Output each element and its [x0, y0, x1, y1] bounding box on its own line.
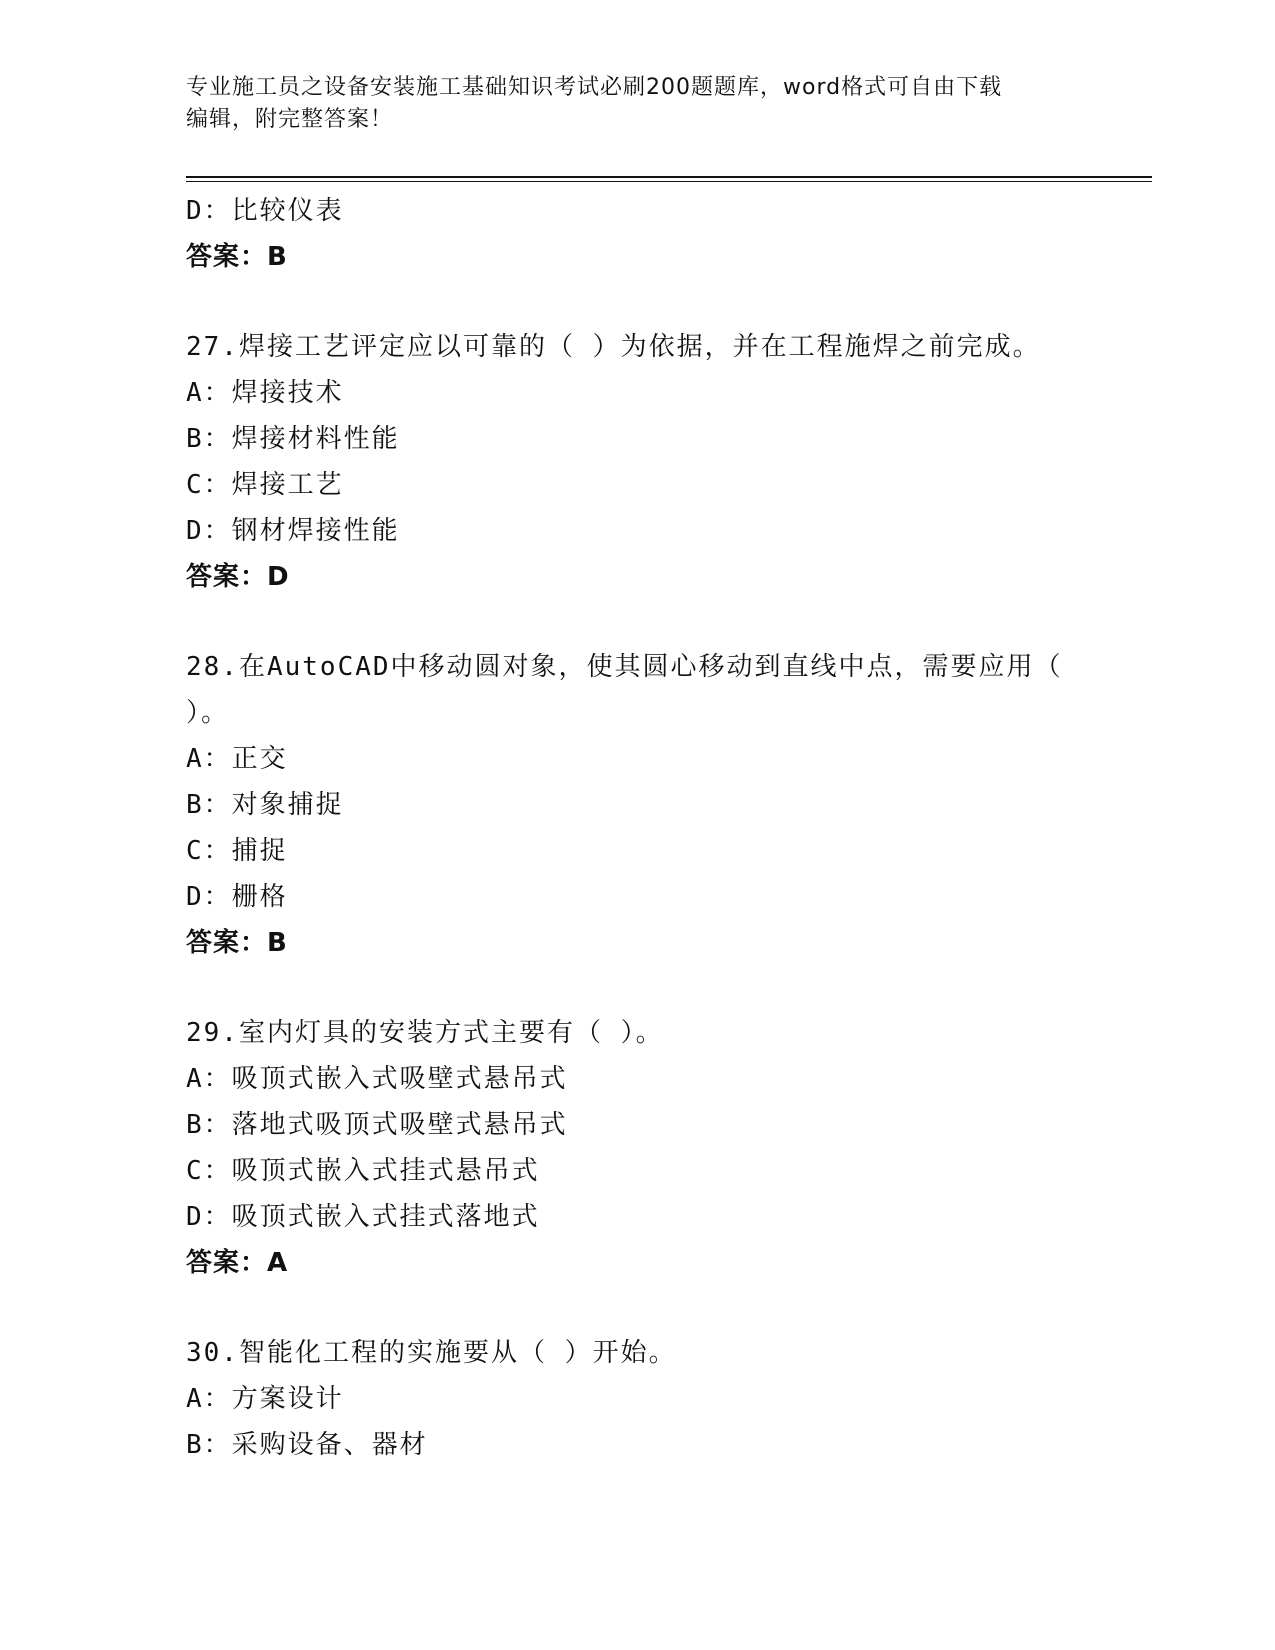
question-29-block — [186, 1010, 1086, 1286]
q27-option-d: D：钢材焊接性能 — [186, 516, 400, 546]
q29-option-c: C：吸顶式嵌入式挂式悬吊式 — [186, 1156, 540, 1186]
q28-option-b: B：对象捕捉 — [186, 790, 344, 820]
document-header — [186, 72, 1086, 136]
q27-option-a: A：焊接技术 — [186, 378, 344, 408]
q28-option-c: C：捕捉 — [186, 836, 288, 866]
q27-question: 27.焊接工艺评定应以可靠的（ ）为依据，并在工程施焊之前完成。 — [186, 332, 1041, 362]
q28-option-d: D：栅格 — [186, 882, 288, 912]
q27-option-b: B：焊接材料性能 — [186, 424, 400, 454]
header-line-1: 专业施工员之设备安装施工基础知识考试必刷200题题库，word格式可自由下载 — [186, 75, 1003, 100]
q27-option-c: C：焊接工艺 — [186, 470, 344, 500]
q27-answer: 答案：D — [186, 562, 290, 592]
question-28-block — [186, 644, 1086, 966]
q26-answer: 答案：B — [186, 242, 288, 272]
q30-option-a: A：方案设计 — [186, 1384, 344, 1414]
question-26-block — [186, 188, 1086, 280]
q29-option-b: B：落地式吸顶式吸壁式悬吊式 — [186, 1110, 568, 1140]
header-line-2: 编辑，附完整答案！ — [186, 107, 394, 132]
q30-option-b: B：采购设备、器材 — [186, 1430, 428, 1460]
q28-question-line-2: ）。 — [186, 698, 230, 728]
q29-option-d: D：吸顶式嵌入式挂式落地式 — [186, 1202, 540, 1232]
question-list — [186, 188, 1086, 1468]
q29-answer: 答案：A — [186, 1248, 289, 1278]
q29-question: 29.室内灯具的安装方式主要有（ ）。 — [186, 1018, 664, 1048]
question-27-block — [186, 324, 1086, 600]
q28-question-line-1: 28.在AutoCAD中移动圆对象，使其圆心移动到直线中点，需要应用（ — [186, 652, 1063, 682]
q28-option-a: A：正交 — [186, 744, 288, 774]
q30-question: 30.智能化工程的实施要从（ ）开始。 — [186, 1338, 677, 1368]
q29-option-a: A：吸顶式嵌入式吸壁式悬吊式 — [186, 1064, 568, 1094]
q28-answer: 答案：B — [186, 928, 288, 958]
q26-option-d: D：比较仪表 — [186, 196, 344, 226]
header-divider-thick — [186, 176, 1152, 178]
header-divider-thin — [186, 181, 1152, 182]
question-30-block — [186, 1330, 1086, 1468]
